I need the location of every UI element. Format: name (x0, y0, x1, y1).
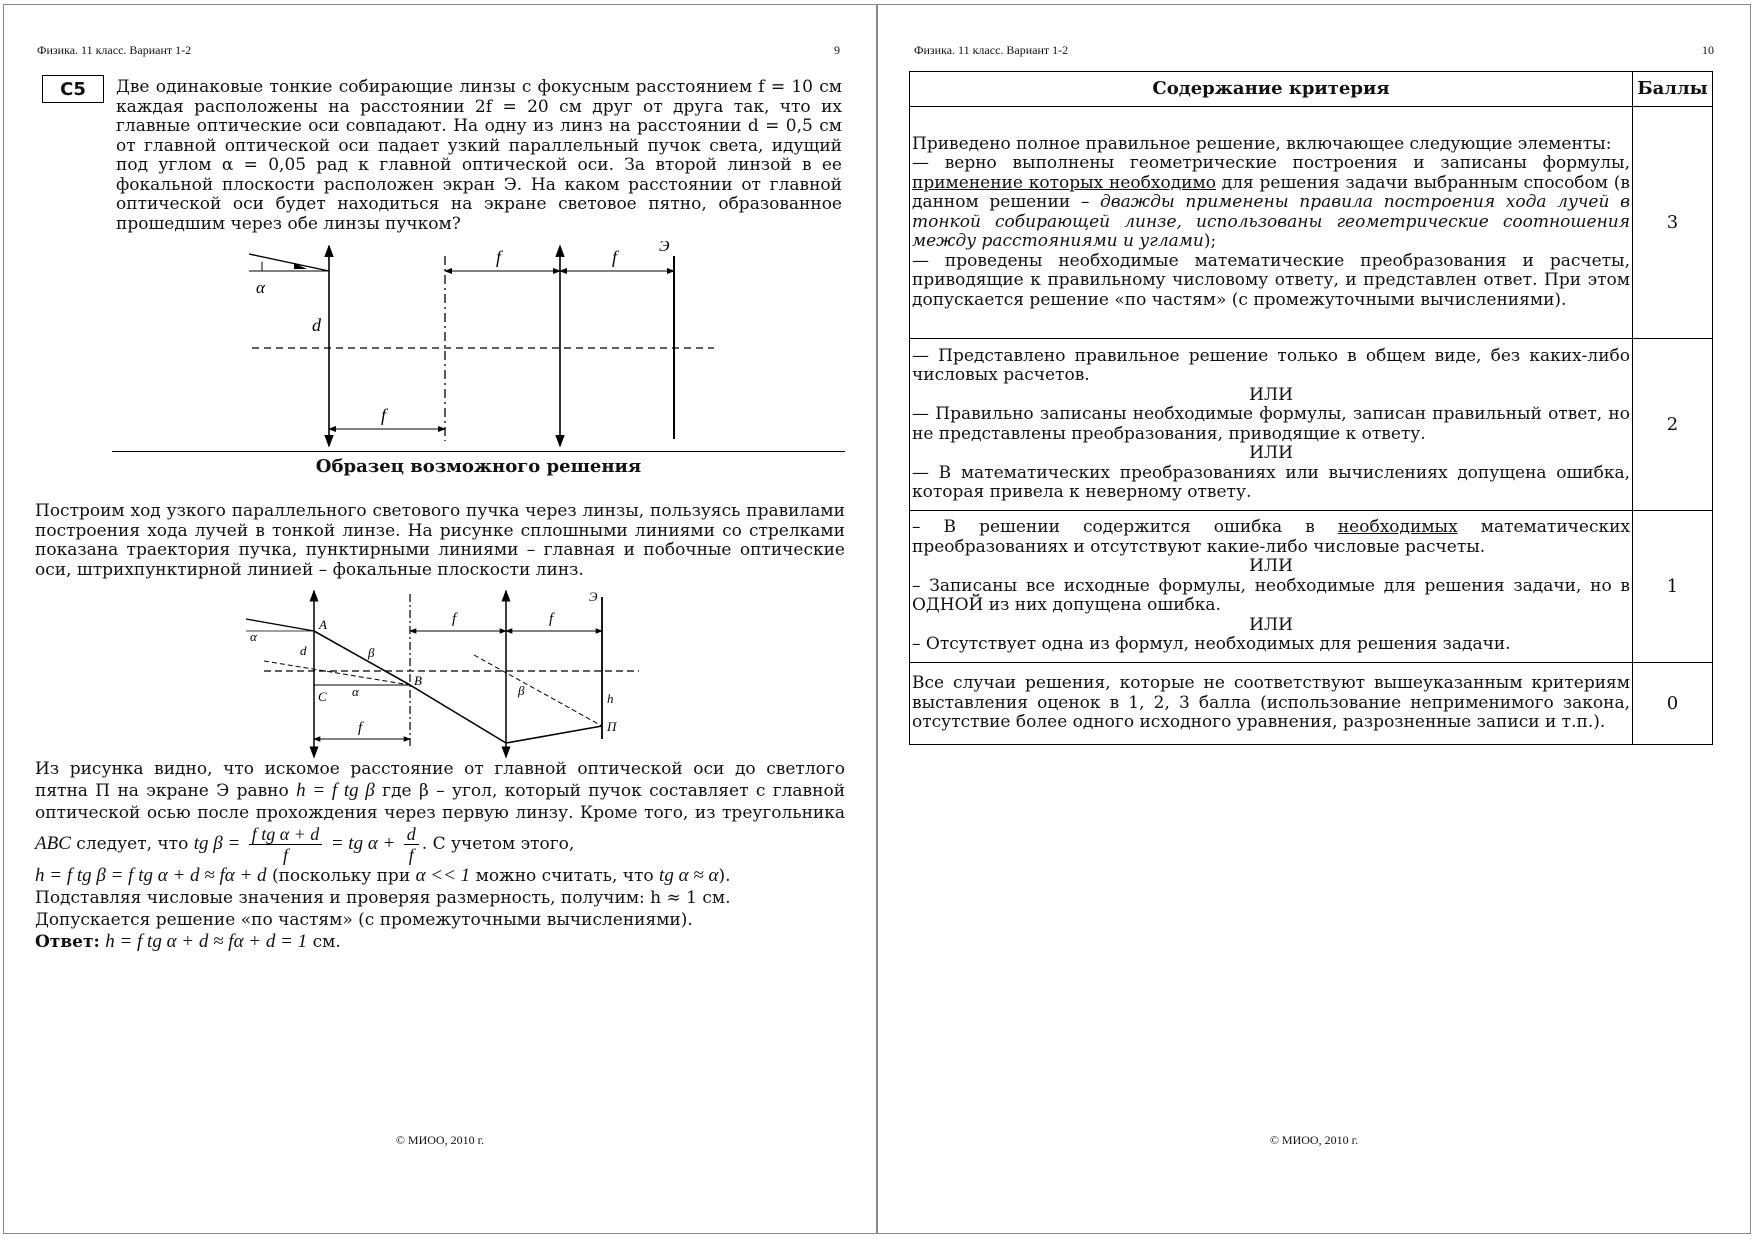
table-row (910, 107, 1713, 339)
solution-text-2: где β – угол, который пучок составляет с главной оптической осью после прохождения через первую линзу. Кроме того, из треугольника (35, 781, 846, 823)
answer-unit: см. (312, 932, 341, 952)
triangle-abc: ABC (35, 833, 71, 854)
label-h: h (607, 691, 614, 706)
table-row (910, 339, 1713, 511)
secondary-axis-2 (474, 655, 602, 726)
label-f-3: f (358, 720, 363, 736)
solution-intro: Построим ход узкого параллельного светового пучка через линзы, пользуясь правилами построения хода лучей в тонкой линзе. На рисунке сплошными линиями со стрелками показана траектория пучка, пунктирными линиями – главная и побочные оптические оси, штрихпунктирной линией – фокальные плоскости линз. (35, 501, 845, 580)
separator-line (112, 451, 845, 452)
equation-tg-left: tg β = (193, 833, 241, 854)
solution-title: Образец возможного решения (315, 456, 642, 477)
equation-condition: α << 1 (415, 865, 471, 886)
criteria-0: Все случаи решения, которые не соответствуют вышеуказанным критериям выставления оценок в 1, 2, 3 балла (использование неприменимого закона, отсутствие более одного исходного уравнения, разрозненные записи и т.п.). (910, 663, 1633, 745)
figure-problem-diagram (234, 241, 724, 451)
incident-ray (249, 254, 329, 271)
solution-text-4: . С учетом этого, (421, 834, 575, 854)
label-f-3: f (381, 405, 387, 425)
criteria-2: — Представлено правильное решение только в общем виде, без каких-либо числовых расчетов. ИЛИ — Правильно записаны необходимые формулы, записан правильный ответ, но не представлены преобразования, приводящие к ответу. ИЛИ — В математических преобразованиях или вычислениях допущена ошибка, которая привела к неверному ответу. (910, 339, 1633, 511)
page-footer: © МИОО, 2010 г. (1269, 1133, 1359, 1147)
label-f-1: f (496, 247, 502, 267)
page-number: 10 (1702, 43, 1714, 57)
label-d: d (300, 643, 307, 658)
col-criteria: Содержание критерия (910, 72, 1633, 107)
score-3: 3 (1633, 107, 1713, 339)
solution-text-3: следует, что (76, 834, 189, 854)
solution-paragraph (35, 758, 845, 953)
page-footer: © МИОО, 2010 г. (395, 1133, 485, 1147)
equation-h: h = f tg β (296, 780, 375, 801)
label-d: d (312, 315, 321, 335)
table-row (910, 663, 1713, 745)
figure-solution-diagram (244, 589, 644, 759)
equation-tg-mid: = tg α + (330, 833, 396, 854)
solution-text-8: Допускается решение «по частям» (с промежуточными вычислениями). (35, 910, 693, 930)
fraction-1: $\frac{\text{f tg α + d}}{f}$ (249, 824, 323, 865)
page-right (877, 4, 1751, 1234)
label-alpha-1: α (250, 629, 257, 644)
label-f-2: f (549, 611, 554, 627)
label-screen: Э (659, 241, 670, 255)
score-2: 2 (1633, 339, 1713, 511)
task-label: С5 (42, 75, 104, 103)
answer-formula: h = f tg α + d ≈ fα + d = 1 (105, 931, 308, 952)
label-f-2: f (612, 247, 618, 267)
paren: ). (718, 866, 731, 886)
label-f-1: f (452, 611, 457, 627)
label-alpha: α (256, 278, 265, 297)
task-text: Две одинаковые тонкие собирающие линзы с фокусным расстоянием f = 10 см каждая расположены на расстоянии 2f = 20 см друг от друга так, что их главные оптические оси совпадают. На одну из линз на расстоянии d = 0,5 см от главной оптической оси падает узкий параллельный пучок света, идущий под углом α = 0,05 рад к главной оптической оси. За второй линзой в ее фокальной плоскости расположен экран Э. На каком расстоянии от главной оптической оси будет находиться на экране световое пятно, образованное прошедшим через обе линзы пучком? (116, 77, 842, 234)
criteria-3: Приведено полное правильное решение, включающее следующие элементы: — верно выполнены геометрические построения и записаны формулы, применение которых необходимо для решения задачи выбранным способом (в данном решении – дважды применены правила построения хода лучей в тонкой собирающей линзе, использованы геометрические соотношения между расстояниями и углами); — проведены необходимые математические преобразования и расчеты, приводящие к правильному числовому ответу, и представлен ответ. При этом допускается решение «по частям» (с промежуточными вычислениями). (910, 107, 1633, 339)
solution-text-5: (поскольку при (271, 866, 411, 886)
equation-approx: tg α ≈ α (659, 865, 719, 886)
page-header: Физика. 11 класс. Вариант 1-2 (914, 43, 1069, 57)
criteria-1: – В решении содержится ошибка в необходимых математических преобразованиях и отсутствуют какие-либо числовые расчеты. ИЛИ – Записаны все исходные формулы, необходимые для решения задачи, но в ОДНОЙ из них допущена ошибка. ИЛИ – Отсутствует одна из формул, необходимых для решения задачи. (910, 511, 1633, 663)
fraction-2: $\frac{d}{f}$ (404, 824, 419, 865)
label-C: C (318, 689, 327, 704)
score-0: 0 (1633, 663, 1713, 745)
col-points: Баллы (1633, 72, 1713, 107)
label-spot: П (607, 719, 617, 734)
label-B: B (414, 673, 422, 688)
ray-2 (410, 685, 506, 743)
ray-3 (506, 726, 602, 743)
solution-text-7: Подставляя числовые значения и проверяя размерность, получим: h ≈ 1 см. (35, 888, 731, 908)
page-header: Физика. 11 класс. Вариант 1-2 (37, 43, 192, 57)
equation-h-full: h = f tg β = f tg α + d ≈ fα + d (35, 865, 267, 886)
page-left (3, 4, 877, 1234)
label-screen: Э (589, 589, 598, 604)
solution-text-1: Из рисунка видно, что искомое расстояние от главной оптической оси до светлого пятна П на экране Э равно (35, 759, 845, 801)
label-A: A (319, 617, 327, 632)
criteria-table (909, 71, 1713, 745)
page-number: 9 (834, 43, 840, 57)
label-alpha-2: α (352, 684, 359, 699)
table-header-row (910, 72, 1713, 107)
answer-label: Ответ: (35, 932, 100, 952)
score-1: 1 (1633, 511, 1713, 663)
label-beta-2: β (518, 683, 525, 698)
label-beta-1: β (368, 645, 375, 660)
table-row (910, 511, 1713, 663)
solution-text-6: можно считать, что (475, 866, 654, 886)
